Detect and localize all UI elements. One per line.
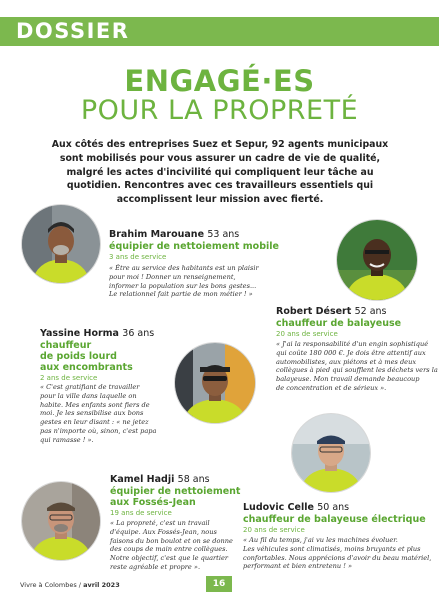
agent-service-robert: 20 ans de service (276, 330, 338, 338)
agent-photo-ludovic (292, 414, 370, 492)
agent-photo-kamel (22, 482, 100, 560)
agent-quote-kamel: « La propreté, c'est un travail d'équipe. Aux Fossés-Jean, nous faisons du bon boulot et on se donne des coups de main entre collègues. Notre objectif, c'est que le quartier reste agréable et propre ». (110, 519, 233, 571)
agent-name-ludovic: Ludovic Celle 50 ans (243, 502, 350, 513)
agent-quote-ludovic: « Au fil du temps, j'ai vu les machines évoluer. Les véhicules sont climatisés, moins bruyants et plus confortables. Nous apprécions d'avoir du beau matériel, performant et bien entretenu ! » (243, 536, 432, 571)
title-line-1: ENGAGÉ·ES (124, 64, 315, 98)
title-line-2: POUR LA PROPRETÉ (80, 95, 359, 126)
agent-name-kamel: Kamel Hadji 58 ans (110, 474, 210, 485)
agent-photo-brahim (22, 205, 100, 283)
agent-service-yassine: 2 ans de service (40, 374, 98, 382)
page-number: 16 (206, 576, 232, 592)
agent-job-yassine: chauffeur de poids lourd aux encombrants (40, 340, 133, 373)
footer-credit: Vivre à Colombes / avril 2023 (20, 581, 120, 589)
agent-job-ludovic: chauffeur de balayeuse électrique (243, 514, 426, 525)
agent-job-robert: chauffeur de balayeuse (276, 318, 402, 329)
agent-service-ludovic: 20 ans de service (243, 526, 305, 534)
agent-photo-robert (337, 220, 417, 300)
agent-job-kamel: équipier de nettoiement aux Fossés-Jean (110, 486, 241, 508)
agent-service-kamel: 19 ans de service (110, 509, 172, 517)
agent-quote-yassine: « C'est gratifiant de travailler pour la ville dans laquelle on habite. Mes enfants sont fiers de moi. Je les sensibilise aux bons gestes en leur disant : « ne jetez pas n'importe où, sinon, c'est papa qui ramasse ! ». (40, 383, 157, 444)
section-header-bar (0, 17, 439, 46)
section-label: DOSSIER (16, 19, 130, 43)
agent-name-robert: Robert Désert 52 ans (276, 306, 387, 317)
agent-name-yassine: Yassine Horma 36 ans (40, 328, 155, 339)
agent-service-brahim: 3 ans de service (109, 253, 167, 261)
agent-quote-robert: « J'ai la responsabilité d'un engin sophistiqué qui coûte 180 000 €. Je dois être attentif aux automobilistes, aux piétons et à mes deux collègues à pied qui soufflent les déchets vers la balayeuse. Mon travail demande beaucoup de concentration et de sérieux ». (276, 340, 438, 392)
agent-name-brahim: Brahim Marouane 53 ans (109, 229, 240, 240)
intro-paragraph: Aux côtés des entreprises Suez et Sepur, 92 agents municipaux sont mobilisés pour vous assurer un cadre de vie de qualité, malgré les actes d'incivilité qui compliquent leur tâche au quotidien. Rencontres avec ces travailleurs essentiels qui accomplissent leur mission avec fierté. (51, 139, 389, 206)
agent-quote-brahim: « Être au service des habitants est un plaisir pour moi ! Donner un renseignement, informer la population sur les bons gestes... Le relationnel fait partie de mon métier ! » (109, 264, 259, 299)
agent-photo-yassine (175, 343, 255, 423)
agent-job-brahim: équipier de nettoiement mobile (109, 241, 279, 252)
